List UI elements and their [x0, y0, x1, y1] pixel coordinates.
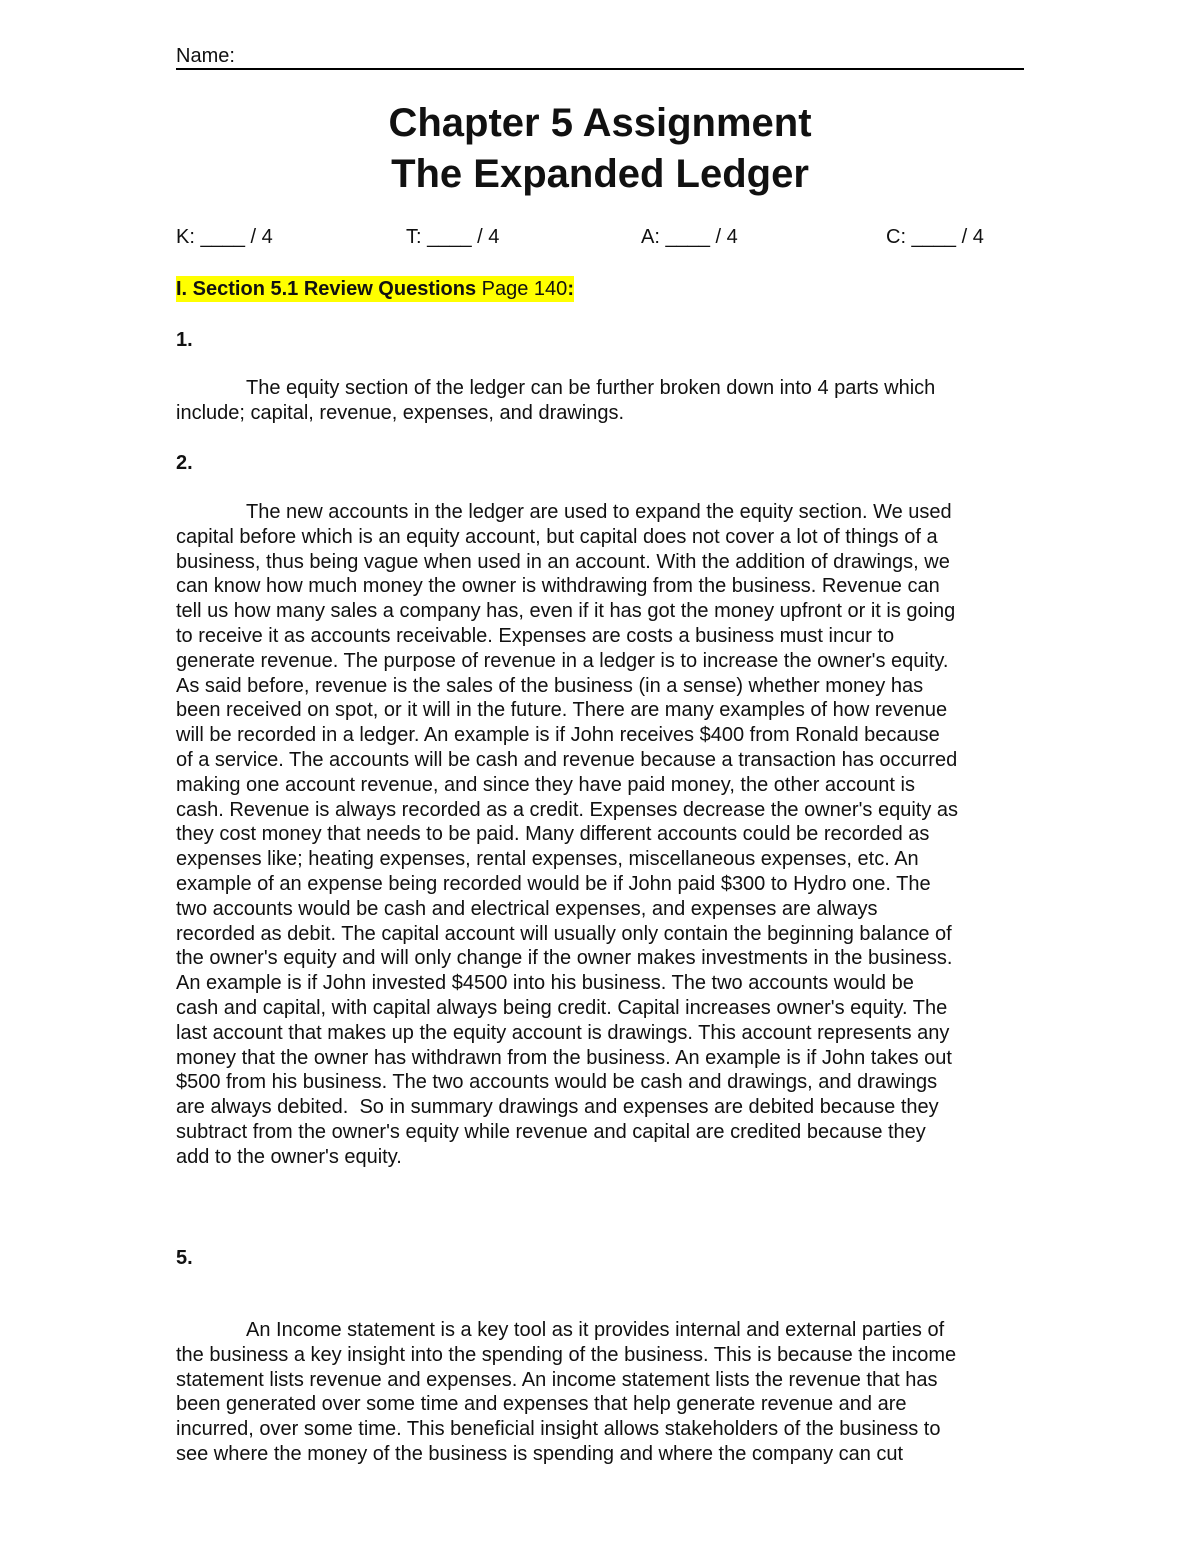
score-application: A: ____ / 4: [641, 226, 738, 248]
answer-5: [176, 1318, 1026, 1467]
document-subtitle: The Expanded Ledger: [391, 152, 809, 196]
answer-line: generate revenue. The purpose of revenue in a ledger is to increase the owner's equity.: [176, 649, 949, 672]
answer-line: last account that makes up the equity account is drawings. This account represents any: [176, 1021, 950, 1044]
question-number-1: 1.: [176, 329, 193, 351]
answer-line: include; capital, revenue, expenses, and drawings.: [176, 401, 625, 424]
score-row: [0, 224, 1200, 252]
answer-line: capital before which is an equity account, but capital does not cover a lot of things of a: [176, 525, 938, 548]
answer-line: subtract from the owner's equity while revenue and capital are credited because they: [176, 1120, 926, 1143]
answer-line: The equity section of the ledger can be further broken down into 4 parts which: [246, 377, 936, 399]
answer-line: statement lists revenue and expenses. An income statement lists the revenue that has: [176, 1368, 938, 1391]
section-heading-page: Page 140: [476, 278, 568, 300]
answer-line: tell us how many sales a company has, even if it has got the money upfront or it is going: [176, 600, 956, 623]
name-label: Name:: [176, 45, 235, 67]
answer-line: will be recorded in a ledger. An example is if John receives $400 from Ronald because: [176, 724, 940, 747]
answer-line: been received on spot, or it will in the future. There are many examples of how revenue: [176, 699, 948, 722]
answer-line: to receive it as accounts receivable. Expenses are costs a business must incur to: [176, 624, 895, 647]
answer-line: cash. Revenue is always recorded as a credit. Expenses decrease the owner's equity as: [176, 798, 959, 821]
answer-line: $500 from his business. The two accounts would be cash and drawings, and drawings: [176, 1071, 938, 1094]
answer-1: [176, 376, 1026, 426]
answer-line: The new accounts in the ledger are used to expand the equity section. We used: [246, 501, 952, 523]
answer-line: making one account revenue, and since they have paid money, the other account is: [176, 773, 915, 796]
answer-line: money that the owner has withdrawn from the business. An example is if John takes out: [176, 1046, 952, 1069]
section-heading-title: I. Section 5.1 Review Questions: [176, 278, 477, 300]
answer-line: recorded as debit. The capital account will usually only contain the beginning balance of: [176, 922, 952, 945]
answer-line: incurred, over some time. This beneficial insight allows stakeholders of the business to: [176, 1418, 941, 1441]
answer-line: expenses like; heating expenses, rental expenses, miscellaneous expenses, etc. An: [176, 848, 919, 871]
answer-line: are always debited. So in summary drawings and expenses are debited because they: [176, 1096, 939, 1119]
answer-line: add to the owner's equity.: [176, 1145, 402, 1168]
answer-line: see where the money of the business is spending and where the company can cut: [176, 1442, 904, 1465]
answer-2: [176, 500, 1026, 1170]
answer-line: An Income statement is a key tool as it provides internal and external parties of: [246, 1319, 945, 1341]
score-communication: C: ____ / 4: [886, 226, 984, 248]
question-number-5: 5.: [176, 1247, 193, 1269]
answer-line: they cost money that needs to be paid. Many different accounts could be recorded as: [176, 823, 930, 846]
document-title: Chapter 5 Assignment: [388, 101, 812, 145]
score-knowledge: K: ____ / 4: [176, 226, 273, 248]
score-thinking: T: ____ / 4: [406, 226, 500, 248]
answer-line: two accounts would be cash and electrical expenses, and expenses are always: [176, 897, 878, 920]
answer-line: the business a key insight into the spending of the business. This is because the income: [176, 1343, 957, 1366]
answer-line: been generated over some time and expenses that help generate revenue and are: [176, 1393, 907, 1416]
name-underline: [176, 68, 1024, 70]
section-heading-colon: :: [567, 278, 574, 300]
answer-line: business, thus being vague when used in an account. With the addition of drawings, we: [176, 550, 950, 573]
question-number-2: 2.: [176, 452, 193, 474]
answer-line: can know how much money the owner is withdrawing from the business. Revenue can: [176, 575, 940, 598]
answer-line: of a service. The accounts will be cash and revenue because a transaction has occurred: [176, 748, 958, 771]
answer-line: As said before, revenue is the sales of the business (in a sense) whether money has: [176, 674, 924, 697]
answer-line: the owner's equity and will only change if the owner makes investments in the business.: [176, 947, 953, 970]
answer-line: An example is if John invested $4500 into his business. The two accounts would be: [176, 972, 914, 995]
name-field: [176, 42, 1024, 72]
section-heading: [176, 276, 574, 302]
answer-line: example of an expense being recorded would be if John paid $300 to Hydro one. The: [176, 872, 931, 895]
answer-line: cash and capital, with capital always being credit. Capital increases owner's equity. The: [176, 996, 948, 1019]
